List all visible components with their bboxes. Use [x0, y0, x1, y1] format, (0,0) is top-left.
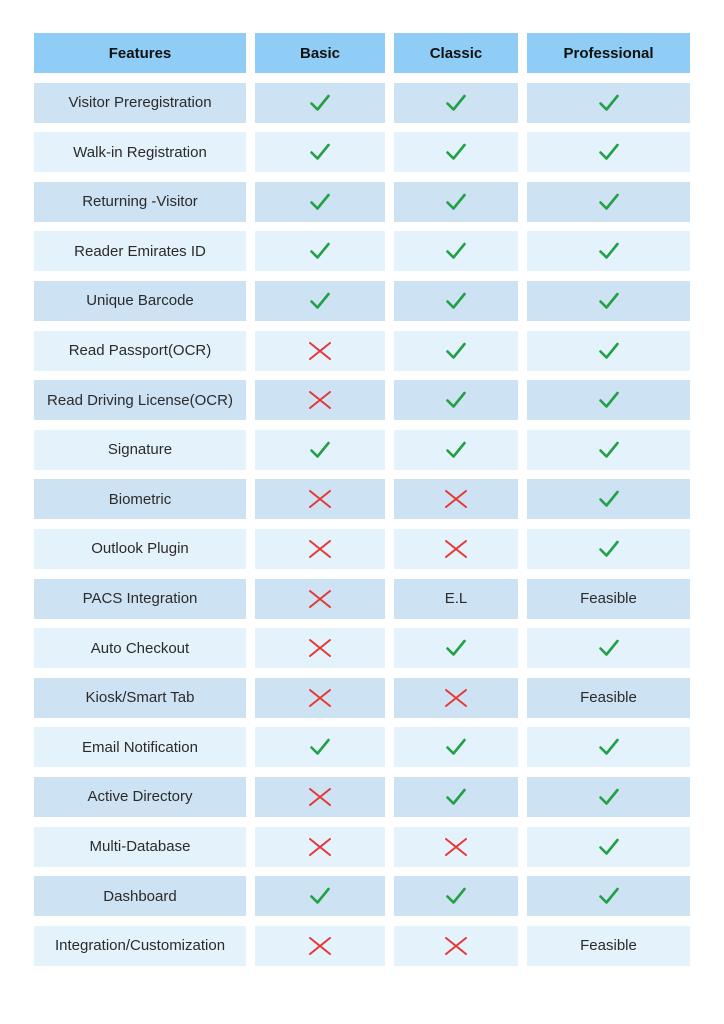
professional-check-icon: [527, 182, 690, 222]
table-row: [34, 331, 690, 371]
basic-cross-icon: [255, 579, 385, 619]
professional-check-icon: [527, 777, 690, 817]
professional-check-icon: [527, 628, 690, 668]
feature-name: Read Passport(OCR): [34, 331, 246, 371]
table-header-row: [34, 33, 690, 73]
classic-check-icon: [394, 628, 518, 668]
table-row: [34, 231, 690, 271]
feature-comparison-table: [34, 33, 690, 975]
classic-check-icon: [394, 430, 518, 470]
table-row: [34, 430, 690, 470]
basic-check-icon: [255, 876, 385, 916]
professional-check-icon: [527, 430, 690, 470]
professional-check-icon: [527, 529, 690, 569]
table-row: [34, 678, 690, 718]
professional-check-icon: [527, 331, 690, 371]
professional-value: Feasible: [527, 579, 690, 619]
basic-cross-icon: [255, 380, 385, 420]
classic-check-icon: [394, 182, 518, 222]
table-row: [34, 529, 690, 569]
professional-value: Feasible: [527, 678, 690, 718]
feature-name: Read Driving License(OCR): [34, 380, 246, 420]
professional-check-icon: [527, 380, 690, 420]
classic-value: E.L: [394, 579, 518, 619]
classic-check-icon: [394, 231, 518, 271]
feature-name: PACS Integration: [34, 579, 246, 619]
table-row: [34, 628, 690, 668]
basic-check-icon: [255, 182, 385, 222]
professional-check-icon: [527, 827, 690, 867]
feature-name: Integration/Customization: [34, 926, 246, 966]
basic-cross-icon: [255, 827, 385, 867]
table-row: [34, 182, 690, 222]
professional-check-icon: [527, 231, 690, 271]
feature-name: Multi-Database: [34, 827, 246, 867]
basic-cross-icon: [255, 777, 385, 817]
table-body: [34, 83, 690, 966]
header-professional: Professional: [527, 33, 690, 73]
professional-check-icon: [527, 727, 690, 767]
feature-name: Active Directory: [34, 777, 246, 817]
table-row: [34, 727, 690, 767]
feature-name: Kiosk/Smart Tab: [34, 678, 246, 718]
feature-name: Auto Checkout: [34, 628, 246, 668]
feature-name: Outlook Plugin: [34, 529, 246, 569]
professional-check-icon: [527, 479, 690, 519]
basic-cross-icon: [255, 479, 385, 519]
table-row: [34, 132, 690, 172]
table-row: [34, 83, 690, 123]
feature-name: Email Notification: [34, 727, 246, 767]
feature-name: Signature: [34, 430, 246, 470]
basic-check-icon: [255, 281, 385, 321]
table-row: [34, 827, 690, 867]
basic-cross-icon: [255, 331, 385, 371]
professional-check-icon: [527, 281, 690, 321]
feature-name: Dashboard: [34, 876, 246, 916]
basic-cross-icon: [255, 628, 385, 668]
table-row: [34, 281, 690, 321]
table-row: [34, 579, 690, 619]
basic-check-icon: [255, 430, 385, 470]
classic-check-icon: [394, 331, 518, 371]
basic-cross-icon: [255, 678, 385, 718]
classic-cross-icon: [394, 827, 518, 867]
classic-check-icon: [394, 727, 518, 767]
professional-check-icon: [527, 876, 690, 916]
classic-check-icon: [394, 380, 518, 420]
classic-check-icon: [394, 83, 518, 123]
classic-check-icon: [394, 281, 518, 321]
basic-check-icon: [255, 83, 385, 123]
classic-check-icon: [394, 876, 518, 916]
table-row: [34, 777, 690, 817]
professional-value: Feasible: [527, 926, 690, 966]
classic-cross-icon: [394, 529, 518, 569]
feature-name: Biometric: [34, 479, 246, 519]
feature-name: Walk-in Registration: [34, 132, 246, 172]
table-row: [34, 876, 690, 916]
basic-cross-icon: [255, 926, 385, 966]
feature-name: Returning -Visitor: [34, 182, 246, 222]
basic-check-icon: [255, 132, 385, 172]
classic-cross-icon: [394, 678, 518, 718]
basic-check-icon: [255, 231, 385, 271]
feature-name: Reader Emirates ID: [34, 231, 246, 271]
feature-name: Unique Barcode: [34, 281, 246, 321]
classic-check-icon: [394, 777, 518, 817]
classic-check-icon: [394, 132, 518, 172]
feature-name: Visitor Preregistration: [34, 83, 246, 123]
basic-check-icon: [255, 727, 385, 767]
classic-cross-icon: [394, 479, 518, 519]
professional-check-icon: [527, 132, 690, 172]
classic-cross-icon: [394, 926, 518, 966]
table-row: [34, 380, 690, 420]
basic-cross-icon: [255, 529, 385, 569]
header-classic: Classic: [394, 33, 518, 73]
table-row: [34, 479, 690, 519]
header-features: Features: [34, 33, 246, 73]
professional-check-icon: [527, 83, 690, 123]
table-row: [34, 926, 690, 966]
header-basic: Basic: [255, 33, 385, 73]
